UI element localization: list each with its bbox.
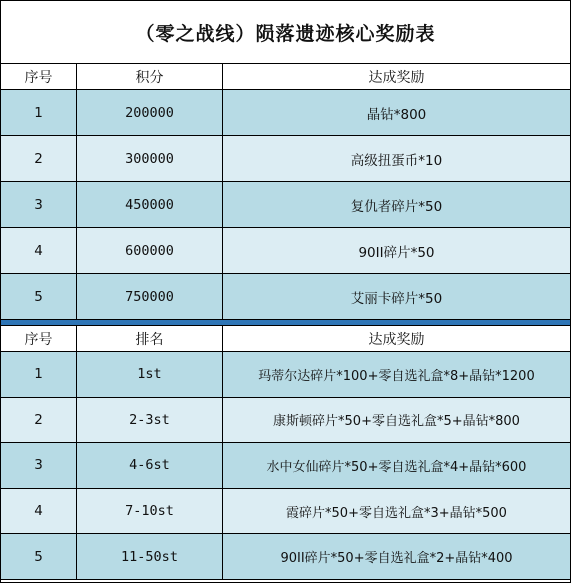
- row-rank: 4-6st: [77, 443, 223, 489]
- table-row: [1, 274, 570, 320]
- table-row: [1, 182, 570, 228]
- row-rank: 1st: [77, 352, 223, 398]
- row-rank: 7-10st: [77, 489, 223, 535]
- row-number: 4: [1, 228, 77, 274]
- row-points: 750000: [77, 274, 223, 320]
- row-number: 5: [1, 534, 77, 580]
- row-reward: 高级扭蛋币*10: [223, 136, 570, 182]
- row-reward: 90II碎片*50+零自选礼盒*2+晶钻*400: [223, 534, 570, 580]
- row-number: 2: [1, 136, 77, 182]
- row-rank: 11-50st: [77, 534, 223, 580]
- header-number: 序号: [1, 64, 77, 90]
- points-reward-table: [1, 64, 570, 320]
- row-number: 3: [1, 443, 77, 489]
- row-reward: 艾丽卡碎片*50: [223, 274, 570, 320]
- points-header-row: [1, 64, 570, 90]
- row-number: 5: [1, 274, 77, 320]
- table-row: [1, 443, 570, 489]
- row-reward: 晶钻*800: [223, 90, 570, 136]
- table-row: [1, 534, 570, 580]
- row-rank: 2-3st: [77, 398, 223, 444]
- row-number: 1: [1, 352, 77, 398]
- row-points: 600000: [77, 228, 223, 274]
- row-reward: 水中女仙碎片*50+零自选礼盒*4+晶钻*600: [223, 443, 570, 489]
- row-number: 1: [1, 90, 77, 136]
- header-number: 序号: [1, 326, 77, 352]
- row-points: 450000: [77, 182, 223, 228]
- table-row: [1, 489, 570, 535]
- header-reward: 达成奖励: [223, 64, 570, 90]
- row-number: 4: [1, 489, 77, 535]
- table-row: [1, 398, 570, 444]
- row-points: 200000: [77, 90, 223, 136]
- header-rank: 排名: [77, 326, 223, 352]
- table-row: [1, 228, 570, 274]
- row-reward: 霞碎片*50+零自选礼盒*3+晶钻*500: [223, 489, 570, 535]
- rank-header-row: [1, 326, 570, 352]
- row-points: 300000: [77, 136, 223, 182]
- rank-reward-table: [1, 326, 570, 580]
- table-row: [1, 90, 570, 136]
- table-row: [1, 136, 570, 182]
- row-reward: 90II碎片*50: [223, 228, 570, 274]
- row-reward: 复仇者碎片*50: [223, 182, 570, 228]
- row-number: 3: [1, 182, 77, 228]
- header-points: 积分: [77, 64, 223, 90]
- row-number: 2: [1, 398, 77, 444]
- row-reward: 玛蒂尔达碎片*100+零自选礼盒*8+晶钻*1200: [223, 352, 570, 398]
- header-reward: 达成奖励: [223, 326, 570, 352]
- sheet-title: （零之战线）陨落遗迹核心奖励表: [1, 1, 570, 64]
- row-reward: 康斯顿碎片*50+零自选礼盒*5+晶钻*800: [223, 398, 570, 444]
- table-row: [1, 352, 570, 398]
